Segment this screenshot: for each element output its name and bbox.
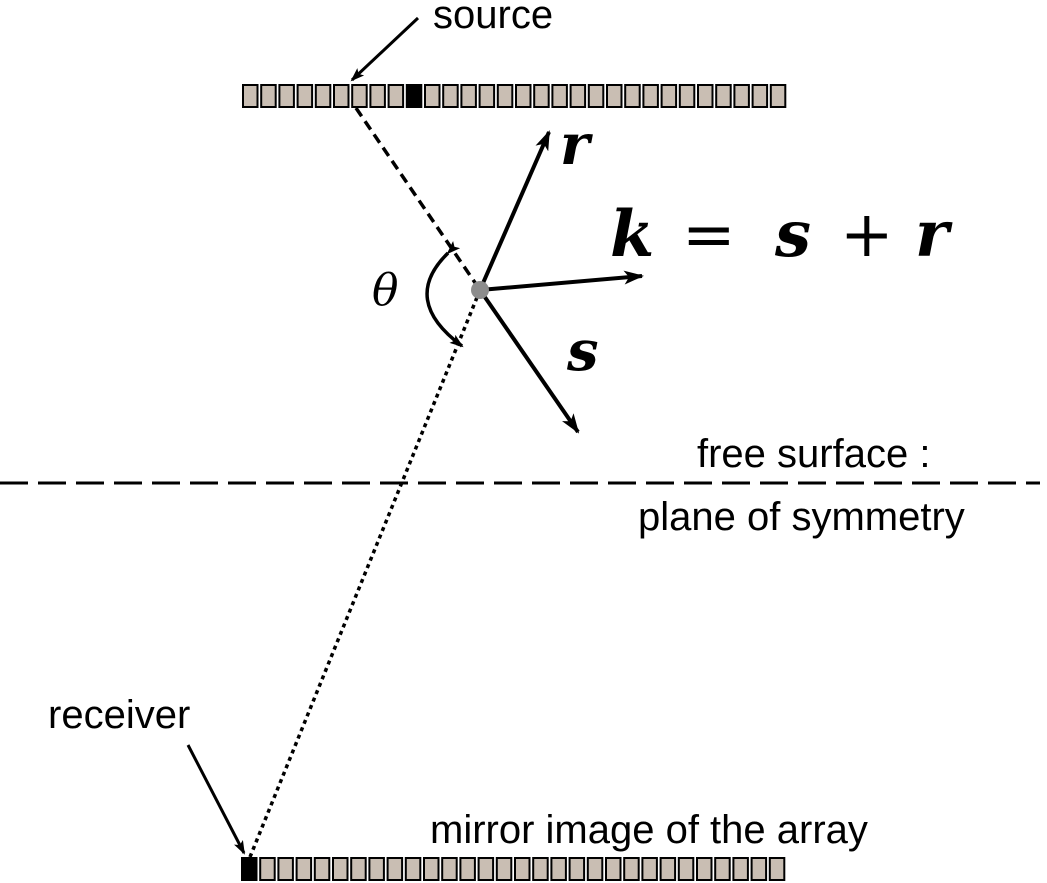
source-array-element (516, 85, 531, 107)
mirror-array-active-element (242, 858, 257, 880)
equation-s: s (775, 197, 812, 272)
source-array-element (716, 85, 731, 107)
source-array-element (279, 85, 294, 107)
source-array-element (498, 85, 513, 107)
vector-s-arrow (480, 290, 578, 432)
plane-of-symmetry-label: plane of symmetry (638, 495, 965, 539)
mirror-array-element (624, 858, 639, 880)
vector-r-arrow (480, 132, 549, 290)
receiver-label: receiver (48, 693, 191, 737)
mirror-array-element (406, 858, 421, 880)
mirror-array-element (570, 858, 585, 880)
scattered-ray-dotted (250, 290, 480, 857)
source-pointer-arrow (352, 18, 418, 80)
mirror-array-element (533, 858, 548, 880)
vector-s-label: s (567, 318, 599, 384)
scatter-point (471, 281, 489, 299)
source-array-element (534, 85, 549, 107)
mirror-array-element (497, 858, 512, 880)
source-array-element (734, 85, 749, 107)
source-array-element (625, 85, 640, 107)
mirror-array-element (424, 858, 439, 880)
source-array-element (698, 85, 713, 107)
source-array-element (370, 85, 385, 107)
source-array-element (771, 85, 786, 107)
source-array-element (425, 85, 440, 107)
source-array-element (334, 85, 349, 107)
mirror-array-element (442, 858, 457, 880)
source-label: source (433, 0, 554, 37)
source-array-element (753, 85, 768, 107)
source-array-element (316, 85, 331, 107)
source-array-element (662, 85, 677, 107)
mirror-image-label: mirror image of the array (430, 808, 868, 852)
source-array-element (643, 85, 658, 107)
mirror-array (242, 858, 784, 880)
theta-angle-arc (427, 253, 462, 346)
mirror-array-element (297, 858, 312, 880)
mirror-array-element (388, 858, 403, 880)
free-surface-label: free surface : (697, 432, 931, 476)
vector-k-arrow (480, 276, 642, 290)
mirror-array-element (515, 858, 530, 880)
theta-label: θ (372, 265, 399, 316)
source-array-element (461, 85, 476, 107)
source-array-element (243, 85, 258, 107)
mirror-array-element (661, 858, 676, 880)
source-array-element (298, 85, 313, 107)
equation-r: r (915, 197, 949, 272)
mirror-array-element (369, 858, 384, 880)
equation-plus: + (840, 198, 894, 272)
mirror-array-element (606, 858, 621, 880)
source-array-active-element (407, 85, 422, 107)
source-array-element (480, 85, 495, 107)
mirror-array-element (333, 858, 348, 880)
mirror-array-element (315, 858, 330, 880)
incident-ray-dashed (356, 108, 480, 290)
mirror-array-element (770, 858, 785, 880)
source-array-element (589, 85, 604, 107)
mirror-array-element (733, 858, 748, 880)
source-array-element (607, 85, 622, 107)
mirror-array-element (752, 858, 767, 880)
vector-r-label: r (560, 112, 590, 178)
source-array-element (389, 85, 404, 107)
source-array-element (352, 85, 367, 107)
equation-k-equals-s-plus-r (610, 197, 953, 272)
mirror-array-element (479, 858, 494, 880)
equation-k: k (610, 197, 655, 272)
mirror-array-element (715, 858, 730, 880)
mirror-array-element (679, 858, 694, 880)
mirror-array-element (588, 858, 603, 880)
source-array-element (680, 85, 695, 107)
mirror-array-element (642, 858, 657, 880)
source-array-element (261, 85, 276, 107)
source-array-element (571, 85, 586, 107)
mirror-array-element (278, 858, 293, 880)
receiver-pointer-arrow (188, 745, 244, 853)
mirror-array-element (460, 858, 475, 880)
mirror-array-element (351, 858, 366, 880)
mirror-array-element (551, 858, 566, 880)
mirror-array-element (697, 858, 712, 880)
mirror-array-element (260, 858, 275, 880)
source-array (243, 85, 785, 107)
equation-equals: = (682, 198, 736, 272)
source-array-element (552, 85, 567, 107)
source-array-element (443, 85, 458, 107)
